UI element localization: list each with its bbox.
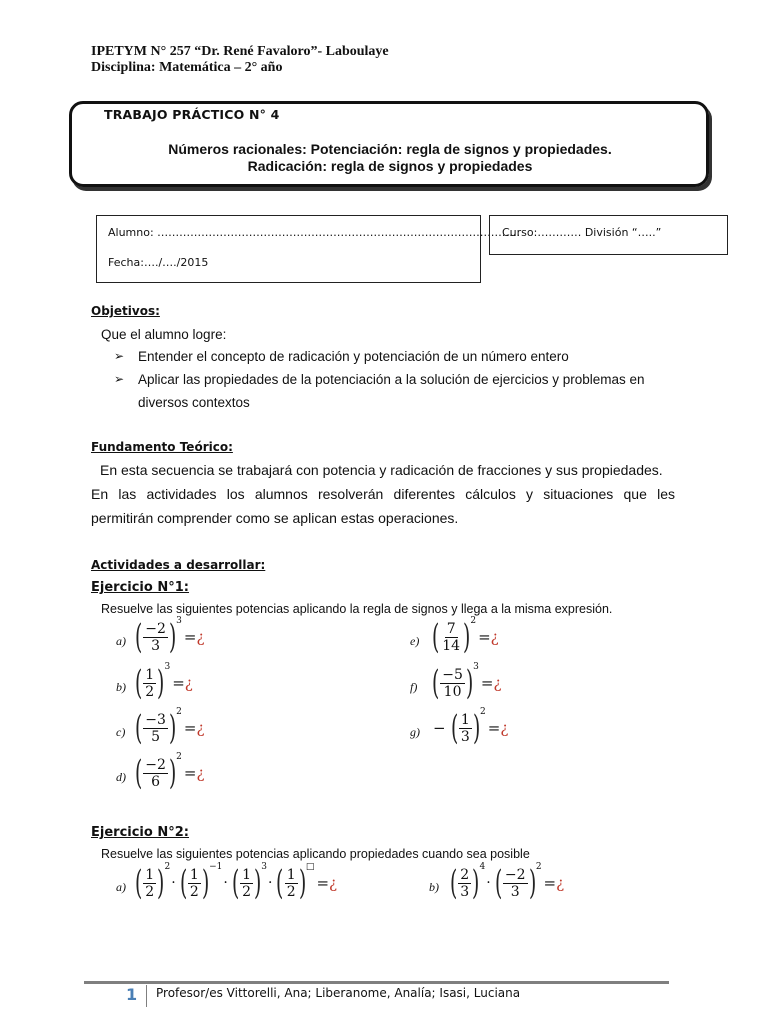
power-expression: ( $\frac{-2}{3}$ ) 3 = ¿ (134, 616, 205, 657)
footer-divider (84, 981, 669, 984)
practical-work-title: TRABAJO PRÁCTICO N° 4 (104, 107, 280, 122)
objectives-intro: Que el alumno logre: (101, 327, 227, 342)
power-expression: ( $\frac{-2}{6}$ ) 2 = ¿ (134, 752, 205, 793)
discipline: Disciplina: Matemática – 2° año (91, 60, 283, 75)
item-label: c) (116, 725, 126, 739)
objective-item: Entender el concepto de radicación y potenciación de un número entero (138, 349, 569, 364)
power-product-expression: ( $\frac{1}{2}$ ) 2 · ( $\frac{1}{2}$ ) −1 · ( $\frac{1}{2}$ ) 3 · ( $\frac{1}{2}$ ) □ = ¿ (134, 862, 338, 903)
objective-item-cont: diversos contextos (138, 395, 250, 410)
school-name: IPETYM N° 257 “Dr. René Favaloro”- Laboulaye (91, 44, 389, 59)
power-expression: − ( $\frac{1}{3}$ ) 2 = ¿ (433, 707, 509, 748)
exercise-1-heading: Ejercicio N°1: (91, 580, 189, 595)
arrow-bullet-icon: ➢ (114, 372, 125, 386)
theory-heading: Fundamento Teórico: (91, 440, 233, 454)
footer-separator (146, 985, 147, 1007)
theory-line: En las actividades los alumnos resolverán diferentes cálculos y situaciones que les (91, 486, 675, 502)
student-name-field[interactable]: Alumno: ……………………………………………………………………………………… (108, 226, 521, 239)
exercise-2-instruction: Resuelve las siguientes potencias aplicando propiedades cuando sea posible (101, 847, 530, 861)
activities-heading: Actividades a desarrollar: (91, 558, 266, 572)
topic-line-2: Radicación: regla de signos y propiedades (247, 158, 533, 174)
power-expression: ( $\frac{-5}{10}$ ) 3 = ¿ (431, 662, 502, 703)
item-label: e) (410, 634, 420, 648)
power-expression: ( $\frac{7}{14}$ ) 2 = ¿ (431, 616, 499, 657)
item-label: f) (410, 680, 418, 694)
exercise-1-instruction: Resuelve las siguientes potencias aplicando la regla de signos y llega a la misma expresión. (101, 602, 613, 616)
theory-line: En esta secuencia se trabajará con potencia y radicación de fracciones y sus propiedades. (100, 462, 663, 478)
arrow-bullet-icon: ➢ (114, 349, 125, 363)
item-label: a) (116, 634, 126, 648)
item-label: g) (410, 725, 420, 739)
power-product-expression: ( $\frac{2}{3}$ ) 4 · ( $\frac{-2}{3}$ ) 2 = ¿ (449, 862, 565, 903)
item-label: b) (429, 880, 439, 894)
objectives-heading: Objetivos: (91, 304, 160, 318)
power-expression: ( $\frac{1}{2}$ ) 3 = ¿ (134, 662, 193, 703)
item-label: b) (116, 680, 126, 694)
date-field[interactable]: Fecha:…./…./2015 (108, 256, 209, 269)
page-number: 1 (126, 985, 138, 1004)
footer-authors: Profesor/es Vittorelli, Ana; Liberanome, Analía; Isasi, Luciana (156, 986, 521, 1000)
objective-item: Aplicar las propiedades de la potenciación a la solución de ejercicios y problemas en (138, 372, 645, 387)
item-label: a) (116, 880, 126, 894)
power-expression: ( $\frac{-3}{5}$ ) 2 = ¿ (134, 707, 205, 748)
theory-line: permitirán comprender como se aplican estas operaciones. (91, 510, 459, 526)
course-field[interactable]: Curso:………… División “…..” (502, 226, 662, 239)
exercise-2-heading: Ejercicio N°2: (91, 825, 189, 840)
topic-line-1: Números racionales: Potenciación: regla de signos y propiedades. (168, 141, 612, 157)
item-label: d) (116, 770, 126, 784)
